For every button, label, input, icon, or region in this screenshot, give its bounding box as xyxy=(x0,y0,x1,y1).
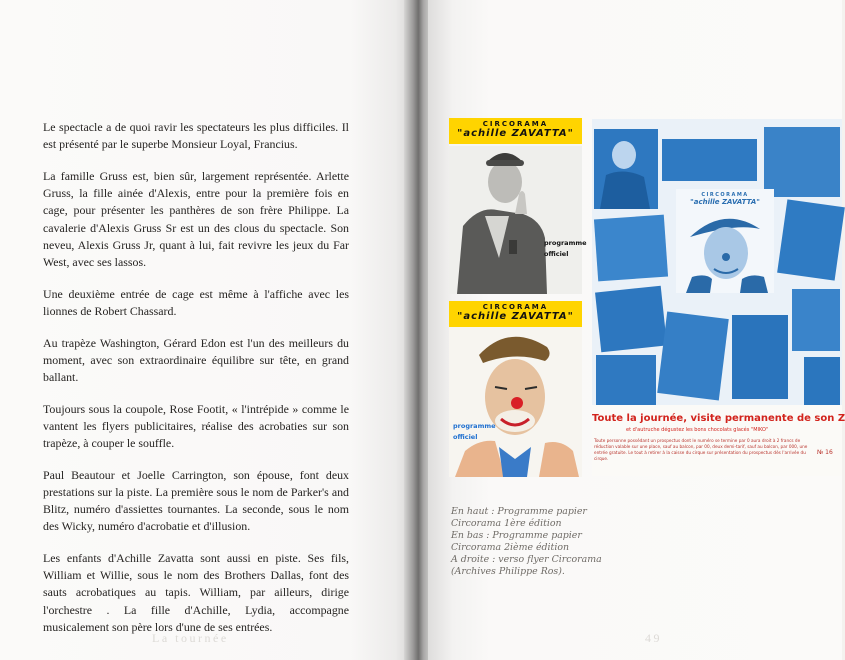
program-label xyxy=(453,421,496,443)
caption-line: (Archives Philippe Ros). xyxy=(451,566,565,578)
banner-line2: "achille ZAVATTA" xyxy=(457,311,574,322)
paragraph: Une deuxième entrée de cage est même à l'affiche avec les lionnes de Robert Chassard. xyxy=(43,286,349,318)
flyer-subline: et d'autruche dégustez les bons chocolats glacés "MIKO" xyxy=(626,427,769,433)
caption-line: En bas : Programme papier xyxy=(451,530,582,542)
body-text xyxy=(43,119,349,651)
caption-line: A droite : verso flyer Circorama xyxy=(451,554,602,566)
caption-line: En haut : Programme papier xyxy=(451,506,587,517)
program-label xyxy=(544,238,587,260)
clown-illustration xyxy=(676,189,774,293)
banner-line1: CIRCORAMA xyxy=(482,303,549,311)
paragraph: Le spectacle a de quoi ravir les spectateurs les plus difficiles. Il est présenté par le superbe Monsieur Loyal, Francius. xyxy=(43,120,349,152)
label-line2: officiel xyxy=(453,433,478,441)
label-line1: programme xyxy=(453,422,496,430)
banner-line2: "achille ZAVATTA" xyxy=(457,128,574,139)
flyer-fine-print: Toute personne possédant un prospectus dont le numéro se termine par 0 aura droit à 2 francs de réduction valable sur une place, sauf au balcon, par 00, deux demi-tarif, sauf au balcon, par 000, une entrée gratuite. Le tout à retirer à la caisse du cirque sur présentation du prospectus dès l'arrivée du cirque. xyxy=(594,438,808,461)
clown-photo-bw xyxy=(449,118,582,294)
paragraph: Les enfants d'Achille Zavatta sont aussi en piste. Ses fils, William et Willie, sous le nom des Brothers Dallas, font des sauts acrobatiques au tapis. William, par ailleurs, dirige l'orchestre . La fille d'Achille, Lydia, accompagne musicalement son père lors d'une de ses entrées. xyxy=(43,551,349,634)
left-page xyxy=(0,0,412,660)
caption-line: Circorama 1ère édition xyxy=(451,518,562,530)
program-cover-second-edition xyxy=(449,301,582,477)
caption-line: Circorama 2ième édition xyxy=(451,542,570,554)
label-line2: officiel xyxy=(544,250,569,258)
clown-portrait-color xyxy=(449,301,582,477)
image-caption xyxy=(451,506,651,579)
banner-line1: CIRCORAMA xyxy=(482,120,549,128)
flyer-center-clown xyxy=(676,189,774,293)
hero-line1: CIRCORAMA xyxy=(701,192,749,198)
paragraph: Toujours sous la coupole, Rose Footit, « l'intrépide » comme le vantent les flyers publicitaires, réalise des acrobaties sur son trapèze, à couper le souffle. xyxy=(43,401,349,451)
label-line1: programme xyxy=(544,239,587,247)
page-number: 49 xyxy=(645,631,662,645)
paragraph: Paul Beautour et Joelle Carrington, son épouse, font deux prestations sur la piste. La première sous le nom de Parker's and Blitz, numéro d'assiettes tournantes. La seconde, sous le nom des Wicky, numéro d'acrobatie et d'illusion. xyxy=(43,467,349,534)
flyer-headline: Toute la journée, visite permanente de son Z xyxy=(592,413,845,424)
circorama-flyer xyxy=(592,119,845,476)
paragraph: Au trapèze Washington, Gérard Edon est l'un des meilleurs du moment, avec son extraordinaire équilibre sur tête, en grand ballant. xyxy=(43,335,349,384)
paragraph: La famille Gruss est, bien sûr, largement représentée. Arlette Gruss, la fille ainée d'Alexis, entre pour la première fois en cage, pour présenter les panthères de son frère Philippe. La cavalerie d'Alexis Gruss Sr est un des clous du spectacle. Son neveu, Alexis Gruss Jr, quant à lui, fait revivre les jeux du Far West, avec ses lassos. xyxy=(43,168,349,269)
program-cover-first-edition xyxy=(449,118,587,294)
hero-line2: "achille ZAVATTA" xyxy=(690,198,760,206)
flyer-number: № 16 xyxy=(817,449,833,456)
running-footer: La tournée xyxy=(152,631,229,645)
